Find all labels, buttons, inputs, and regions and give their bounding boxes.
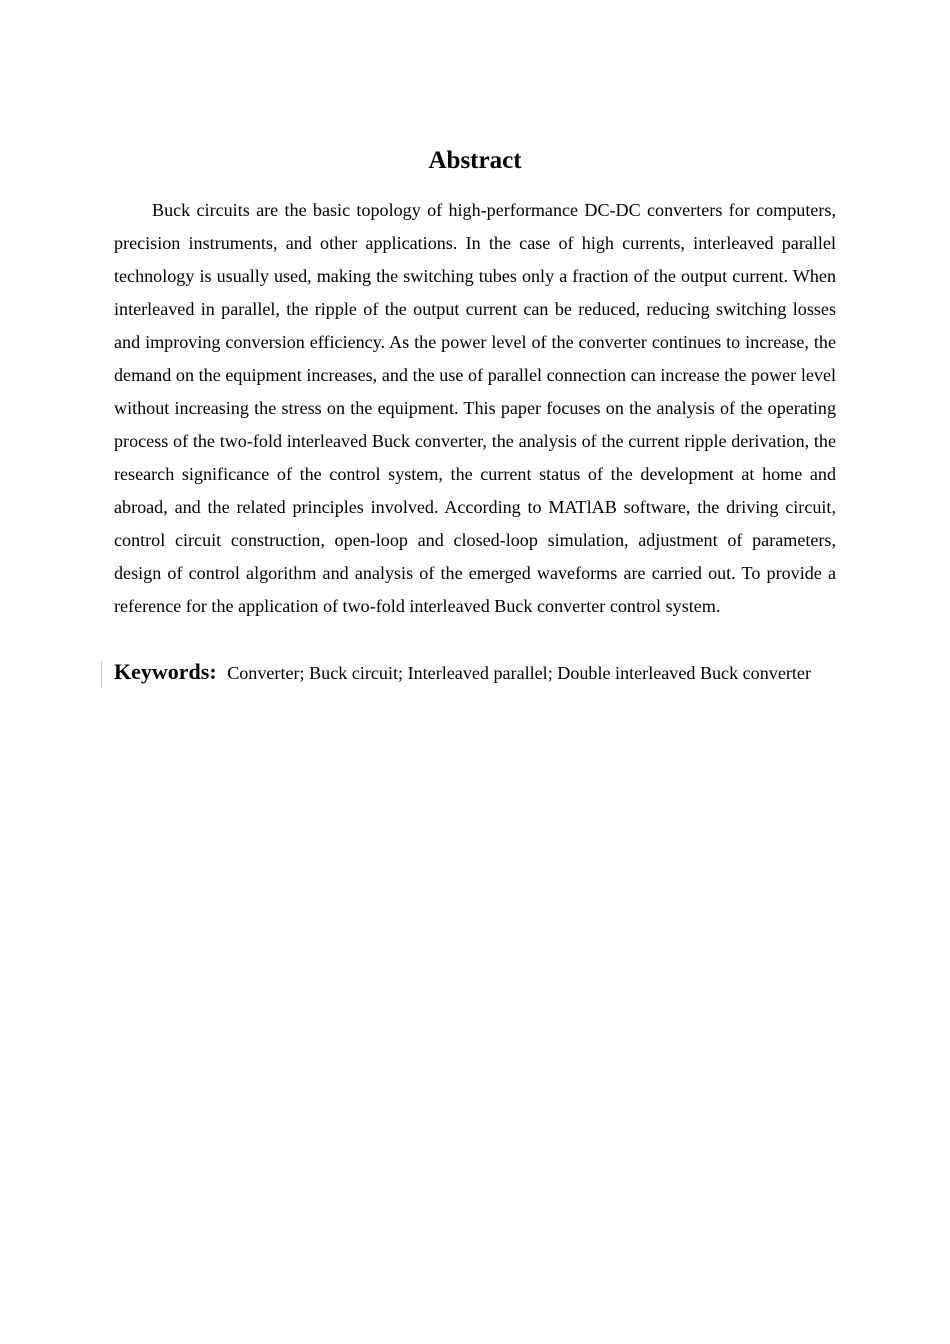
keywords-paragraph — [114, 660, 836, 685]
text-cursor-marker — [101, 661, 102, 688]
keywords-text: Converter; Buck circuit; Interleaved parallel; Double interleaved Buck converter — [227, 663, 811, 683]
abstract-body: Buck circuits are the basic topology of high-performance DC-DC converters for computers, precision instruments, and other applications. In the case of high currents, interleaved parallel technology is usually used, making the switching tubes only a fraction of the output current. When interleaved in parallel, the ripple of the output current can be reduced, reducing switching losses and improving conversion efficiency. As the power level of the converter continues to increase, the demand on the equipment increases, and the use of parallel connection can increase the power level without increasing the stress on the equipment. This paper focuses on the analysis of the operating process of the two-fold interleaved Buck converter, the analysis of the current ripple derivation, the research significance of the control system, the current status of the development at home and abroad, and the related principles involved. According to MATlAB software, the driving circuit, control circuit construction, open-loop and closed-loop simulation, adjustment of parameters, design of control algorithm and analysis of the emerged waveforms are carried out. To provide a reference for the application of two-fold interleaved Buck converter control system. — [114, 200, 836, 616]
abstract-title: Abstract — [428, 147, 522, 174]
keywords-label: Keywords: — [114, 659, 217, 684]
